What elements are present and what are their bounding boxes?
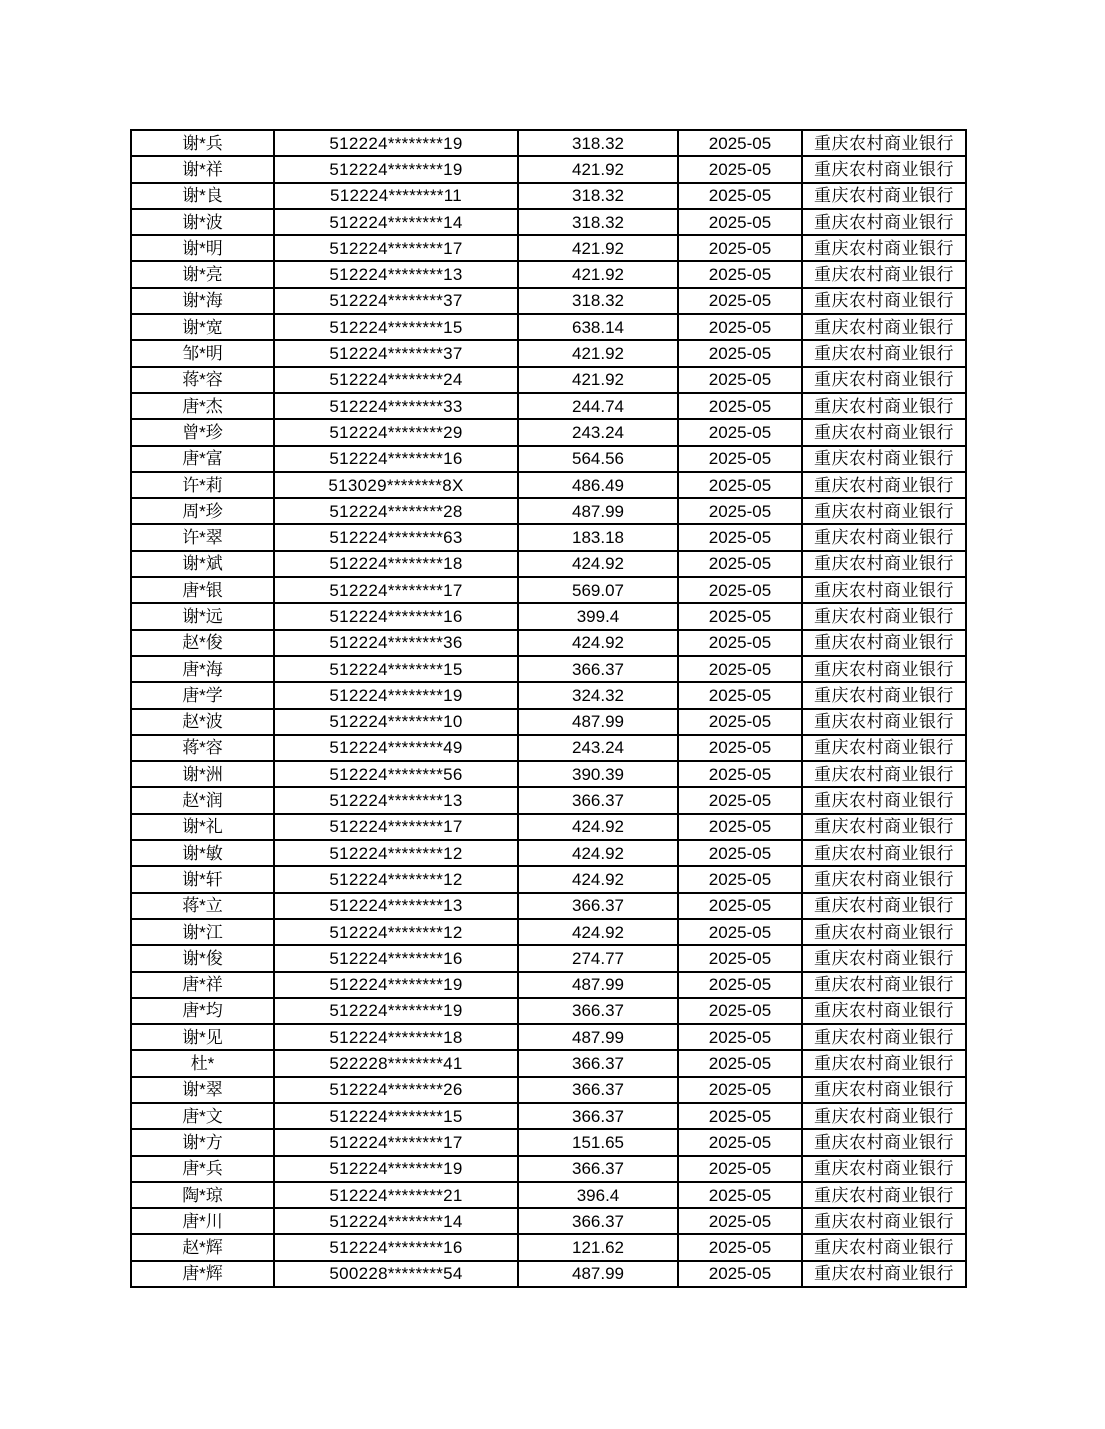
table-row bbox=[131, 866, 966, 892]
cell-bank: 重庆农村商业银行 bbox=[802, 130, 966, 156]
cell-month: 2025-05 bbox=[678, 761, 802, 787]
table-row bbox=[131, 551, 966, 577]
cell-name: 谢*俊 bbox=[131, 945, 274, 971]
cell-name: 唐*学 bbox=[131, 682, 274, 708]
cell-name: 杜* bbox=[131, 1050, 274, 1076]
cell-name: 唐*辉 bbox=[131, 1261, 274, 1287]
cell-month: 2025-05 bbox=[678, 498, 802, 524]
table-row bbox=[131, 1050, 966, 1076]
cell-bank: 重庆农村商业银行 bbox=[802, 893, 966, 919]
cell-month: 2025-05 bbox=[678, 1103, 802, 1129]
cell-bank: 重庆农村商业银行 bbox=[802, 630, 966, 656]
cell-id-number: 512224********19 bbox=[274, 682, 518, 708]
cell-id-number: 512224********12 bbox=[274, 840, 518, 866]
cell-name: 谢*敏 bbox=[131, 840, 274, 866]
cell-id-number: 522228********41 bbox=[274, 1050, 518, 1076]
cell-amount: 399.4 bbox=[518, 603, 678, 629]
cell-id-number: 512224********17 bbox=[274, 1129, 518, 1155]
cell-amount: 564.56 bbox=[518, 446, 678, 472]
payment-table bbox=[130, 129, 967, 1288]
cell-bank: 重庆农村商业银行 bbox=[802, 972, 966, 998]
cell-month: 2025-05 bbox=[678, 1208, 802, 1234]
cell-amount: 366.37 bbox=[518, 656, 678, 682]
cell-bank: 重庆农村商业银行 bbox=[802, 367, 966, 393]
cell-bank: 重庆农村商业银行 bbox=[802, 340, 966, 366]
cell-bank: 重庆农村商业银行 bbox=[802, 393, 966, 419]
table-row bbox=[131, 1156, 966, 1182]
cell-id-number: 512224********36 bbox=[274, 630, 518, 656]
cell-bank: 重庆农村商业银行 bbox=[802, 735, 966, 761]
cell-id-number: 512224********19 bbox=[274, 156, 518, 182]
cell-id-number: 512224********49 bbox=[274, 735, 518, 761]
cell-id-number: 512224********33 bbox=[274, 393, 518, 419]
cell-bank: 重庆农村商业银行 bbox=[802, 761, 966, 787]
cell-amount: 318.32 bbox=[518, 130, 678, 156]
cell-id-number: 512224********12 bbox=[274, 919, 518, 945]
cell-month: 2025-05 bbox=[678, 288, 802, 314]
cell-month: 2025-05 bbox=[678, 1024, 802, 1050]
cell-month: 2025-05 bbox=[678, 656, 802, 682]
cell-amount: 424.92 bbox=[518, 866, 678, 892]
table-row bbox=[131, 735, 966, 761]
cell-amount: 318.32 bbox=[518, 209, 678, 235]
cell-name: 唐*银 bbox=[131, 577, 274, 603]
cell-month: 2025-05 bbox=[678, 524, 802, 550]
cell-month: 2025-05 bbox=[678, 814, 802, 840]
cell-id-number: 512224********16 bbox=[274, 1234, 518, 1260]
cell-name: 谢*宽 bbox=[131, 314, 274, 340]
cell-bank: 重庆农村商业银行 bbox=[802, 209, 966, 235]
table-row bbox=[131, 183, 966, 209]
cell-amount: 366.37 bbox=[518, 998, 678, 1024]
cell-amount: 366.37 bbox=[518, 1103, 678, 1129]
cell-id-number: 512224********18 bbox=[274, 1024, 518, 1050]
cell-id-number: 512224********37 bbox=[274, 340, 518, 366]
cell-name: 谢*波 bbox=[131, 209, 274, 235]
table-row bbox=[131, 472, 966, 498]
cell-month: 2025-05 bbox=[678, 446, 802, 472]
cell-name: 谢*良 bbox=[131, 183, 274, 209]
cell-amount: 569.07 bbox=[518, 577, 678, 603]
table-row bbox=[131, 393, 966, 419]
table-row bbox=[131, 709, 966, 735]
cell-bank: 重庆农村商业银行 bbox=[802, 261, 966, 287]
cell-month: 2025-05 bbox=[678, 893, 802, 919]
cell-id-number: 512224********18 bbox=[274, 551, 518, 577]
cell-bank: 重庆农村商业银行 bbox=[802, 524, 966, 550]
cell-amount: 183.18 bbox=[518, 524, 678, 550]
cell-bank: 重庆农村商业银行 bbox=[802, 1129, 966, 1155]
cell-name: 谢*祥 bbox=[131, 156, 274, 182]
cell-month: 2025-05 bbox=[678, 709, 802, 735]
cell-id-number: 512224********10 bbox=[274, 709, 518, 735]
table-row bbox=[131, 1129, 966, 1155]
cell-id-number: 512224********16 bbox=[274, 945, 518, 971]
cell-month: 2025-05 bbox=[678, 1129, 802, 1155]
table-row bbox=[131, 945, 966, 971]
cell-amount: 366.37 bbox=[518, 1050, 678, 1076]
table-row bbox=[131, 130, 966, 156]
cell-id-number: 512224********17 bbox=[274, 814, 518, 840]
cell-name: 蒋*容 bbox=[131, 735, 274, 761]
cell-bank: 重庆农村商业银行 bbox=[802, 314, 966, 340]
cell-amount: 366.37 bbox=[518, 893, 678, 919]
table-row bbox=[131, 498, 966, 524]
table-row bbox=[131, 261, 966, 287]
cell-month: 2025-05 bbox=[678, 866, 802, 892]
cell-bank: 重庆农村商业银行 bbox=[802, 1103, 966, 1129]
cell-amount: 487.99 bbox=[518, 972, 678, 998]
table-row bbox=[131, 840, 966, 866]
cell-name: 谢*海 bbox=[131, 288, 274, 314]
table-row bbox=[131, 209, 966, 235]
table-row bbox=[131, 603, 966, 629]
table-row bbox=[131, 314, 966, 340]
cell-amount: 151.65 bbox=[518, 1129, 678, 1155]
cell-amount: 421.92 bbox=[518, 340, 678, 366]
cell-bank: 重庆农村商业银行 bbox=[802, 577, 966, 603]
cell-id-number: 512224********24 bbox=[274, 367, 518, 393]
cell-name: 谢*方 bbox=[131, 1129, 274, 1155]
cell-bank: 重庆农村商业银行 bbox=[802, 446, 966, 472]
cell-amount: 424.92 bbox=[518, 814, 678, 840]
cell-month: 2025-05 bbox=[678, 945, 802, 971]
cell-bank: 重庆农村商业银行 bbox=[802, 1234, 966, 1260]
cell-bank: 重庆农村商业银行 bbox=[802, 288, 966, 314]
cell-month: 2025-05 bbox=[678, 998, 802, 1024]
cell-name: 陶*琼 bbox=[131, 1182, 274, 1208]
cell-amount: 366.37 bbox=[518, 1208, 678, 1234]
cell-amount: 390.39 bbox=[518, 761, 678, 787]
cell-name: 唐*杰 bbox=[131, 393, 274, 419]
cell-name: 蒋*立 bbox=[131, 893, 274, 919]
cell-id-number: 512224********29 bbox=[274, 419, 518, 445]
cell-id-number: 512224********15 bbox=[274, 656, 518, 682]
cell-month: 2025-05 bbox=[678, 630, 802, 656]
table-row bbox=[131, 340, 966, 366]
table-row bbox=[131, 446, 966, 472]
cell-amount: 243.24 bbox=[518, 735, 678, 761]
cell-id-number: 500228********54 bbox=[274, 1261, 518, 1287]
cell-name: 曾*珍 bbox=[131, 419, 274, 445]
table-row bbox=[131, 656, 966, 682]
cell-month: 2025-05 bbox=[678, 209, 802, 235]
cell-amount: 486.49 bbox=[518, 472, 678, 498]
cell-id-number: 512224********37 bbox=[274, 288, 518, 314]
cell-name: 蒋*容 bbox=[131, 367, 274, 393]
cell-id-number: 512224********26 bbox=[274, 1077, 518, 1103]
cell-id-number: 512224********19 bbox=[274, 998, 518, 1024]
cell-bank: 重庆农村商业银行 bbox=[802, 1077, 966, 1103]
table-row bbox=[131, 367, 966, 393]
cell-name: 谢*江 bbox=[131, 919, 274, 945]
table-row bbox=[131, 998, 966, 1024]
cell-name: 谢*礼 bbox=[131, 814, 274, 840]
cell-month: 2025-05 bbox=[678, 1182, 802, 1208]
cell-amount: 487.99 bbox=[518, 1261, 678, 1287]
cell-id-number: 512224********14 bbox=[274, 1208, 518, 1234]
cell-amount: 421.92 bbox=[518, 367, 678, 393]
cell-amount: 318.32 bbox=[518, 288, 678, 314]
cell-id-number: 512224********17 bbox=[274, 235, 518, 261]
cell-id-number: 512224********19 bbox=[274, 130, 518, 156]
cell-id-number: 513029********8X bbox=[274, 472, 518, 498]
cell-month: 2025-05 bbox=[678, 261, 802, 287]
cell-name: 唐*文 bbox=[131, 1103, 274, 1129]
cell-name: 许*莉 bbox=[131, 472, 274, 498]
cell-amount: 424.92 bbox=[518, 840, 678, 866]
cell-name: 周*珍 bbox=[131, 498, 274, 524]
cell-month: 2025-05 bbox=[678, 787, 802, 813]
cell-id-number: 512224********21 bbox=[274, 1182, 518, 1208]
cell-bank: 重庆农村商业银行 bbox=[802, 156, 966, 182]
table-row bbox=[131, 1103, 966, 1129]
cell-month: 2025-05 bbox=[678, 1156, 802, 1182]
table-row bbox=[131, 682, 966, 708]
cell-amount: 366.37 bbox=[518, 1077, 678, 1103]
cell-id-number: 512224********19 bbox=[274, 972, 518, 998]
cell-id-number: 512224********17 bbox=[274, 577, 518, 603]
cell-amount: 243.24 bbox=[518, 419, 678, 445]
cell-name: 赵*辉 bbox=[131, 1234, 274, 1260]
cell-name: 唐*祥 bbox=[131, 972, 274, 998]
cell-amount: 274.77 bbox=[518, 945, 678, 971]
cell-amount: 424.92 bbox=[518, 919, 678, 945]
cell-id-number: 512224********63 bbox=[274, 524, 518, 550]
cell-amount: 318.32 bbox=[518, 183, 678, 209]
cell-bank: 重庆农村商业银行 bbox=[802, 840, 966, 866]
cell-name: 谢*洲 bbox=[131, 761, 274, 787]
cell-amount: 424.92 bbox=[518, 630, 678, 656]
cell-id-number: 512224********15 bbox=[274, 314, 518, 340]
cell-amount: 244.74 bbox=[518, 393, 678, 419]
table-row bbox=[131, 1182, 966, 1208]
cell-month: 2025-05 bbox=[678, 735, 802, 761]
cell-name: 谢*翠 bbox=[131, 1077, 274, 1103]
cell-amount: 487.99 bbox=[518, 498, 678, 524]
cell-month: 2025-05 bbox=[678, 130, 802, 156]
table-row bbox=[131, 893, 966, 919]
cell-bank: 重庆农村商业银行 bbox=[802, 682, 966, 708]
cell-name: 唐*兵 bbox=[131, 1156, 274, 1182]
cell-id-number: 512224********11 bbox=[274, 183, 518, 209]
cell-amount: 638.14 bbox=[518, 314, 678, 340]
cell-id-number: 512224********16 bbox=[274, 603, 518, 629]
cell-bank: 重庆农村商业银行 bbox=[802, 998, 966, 1024]
cell-amount: 324.32 bbox=[518, 682, 678, 708]
cell-month: 2025-05 bbox=[678, 682, 802, 708]
cell-bank: 重庆农村商业银行 bbox=[802, 945, 966, 971]
cell-month: 2025-05 bbox=[678, 1077, 802, 1103]
cell-name: 唐*海 bbox=[131, 656, 274, 682]
cell-month: 2025-05 bbox=[678, 183, 802, 209]
cell-bank: 重庆农村商业银行 bbox=[802, 866, 966, 892]
cell-month: 2025-05 bbox=[678, 472, 802, 498]
cell-id-number: 512224********13 bbox=[274, 893, 518, 919]
cell-name: 谢*远 bbox=[131, 603, 274, 629]
cell-month: 2025-05 bbox=[678, 235, 802, 261]
cell-month: 2025-05 bbox=[678, 577, 802, 603]
cell-bank: 重庆农村商业银行 bbox=[802, 498, 966, 524]
cell-month: 2025-05 bbox=[678, 314, 802, 340]
cell-bank: 重庆农村商业银行 bbox=[802, 1050, 966, 1076]
table-row bbox=[131, 419, 966, 445]
table-row bbox=[131, 1261, 966, 1287]
cell-amount: 421.92 bbox=[518, 235, 678, 261]
cell-amount: 366.37 bbox=[518, 787, 678, 813]
cell-name: 唐*富 bbox=[131, 446, 274, 472]
cell-id-number: 512224********19 bbox=[274, 1156, 518, 1182]
cell-id-number: 512224********28 bbox=[274, 498, 518, 524]
payment-table-body bbox=[131, 130, 966, 1287]
table-row bbox=[131, 524, 966, 550]
cell-month: 2025-05 bbox=[678, 840, 802, 866]
cell-amount: 487.99 bbox=[518, 1024, 678, 1050]
cell-name: 谢*见 bbox=[131, 1024, 274, 1050]
cell-month: 2025-05 bbox=[678, 919, 802, 945]
cell-month: 2025-05 bbox=[678, 393, 802, 419]
cell-amount: 396.4 bbox=[518, 1182, 678, 1208]
cell-id-number: 512224********15 bbox=[274, 1103, 518, 1129]
cell-name: 唐*均 bbox=[131, 998, 274, 1024]
cell-name: 赵*俊 bbox=[131, 630, 274, 656]
cell-month: 2025-05 bbox=[678, 367, 802, 393]
cell-month: 2025-05 bbox=[678, 972, 802, 998]
cell-bank: 重庆农村商业银行 bbox=[802, 919, 966, 945]
cell-month: 2025-05 bbox=[678, 1261, 802, 1287]
table-row bbox=[131, 1077, 966, 1103]
cell-bank: 重庆农村商业银行 bbox=[802, 787, 966, 813]
table-row bbox=[131, 156, 966, 182]
cell-amount: 424.92 bbox=[518, 551, 678, 577]
table-row bbox=[131, 235, 966, 261]
table-row bbox=[131, 577, 966, 603]
cell-month: 2025-05 bbox=[678, 156, 802, 182]
cell-bank: 重庆农村商业银行 bbox=[802, 1261, 966, 1287]
cell-name: 赵*润 bbox=[131, 787, 274, 813]
table-row bbox=[131, 1234, 966, 1260]
cell-bank: 重庆农村商业银行 bbox=[802, 1156, 966, 1182]
cell-name: 赵*波 bbox=[131, 709, 274, 735]
cell-name: 唐*川 bbox=[131, 1208, 274, 1234]
cell-bank: 重庆农村商业银行 bbox=[802, 1024, 966, 1050]
cell-bank: 重庆农村商业银行 bbox=[802, 551, 966, 577]
cell-name: 谢*轩 bbox=[131, 866, 274, 892]
cell-name: 邹*明 bbox=[131, 340, 274, 366]
cell-month: 2025-05 bbox=[678, 1050, 802, 1076]
cell-amount: 421.92 bbox=[518, 156, 678, 182]
cell-bank: 重庆农村商业银行 bbox=[802, 656, 966, 682]
table-row bbox=[131, 814, 966, 840]
cell-amount: 366.37 bbox=[518, 1156, 678, 1182]
cell-bank: 重庆农村商业银行 bbox=[802, 1208, 966, 1234]
cell-month: 2025-05 bbox=[678, 340, 802, 366]
cell-amount: 421.92 bbox=[518, 261, 678, 287]
cell-amount: 487.99 bbox=[518, 709, 678, 735]
cell-id-number: 512224********13 bbox=[274, 261, 518, 287]
table-row bbox=[131, 288, 966, 314]
cell-name: 谢*斌 bbox=[131, 551, 274, 577]
cell-bank: 重庆农村商业银行 bbox=[802, 1182, 966, 1208]
cell-name: 谢*兵 bbox=[131, 130, 274, 156]
cell-month: 2025-05 bbox=[678, 603, 802, 629]
table-row bbox=[131, 919, 966, 945]
table-row bbox=[131, 1208, 966, 1234]
cell-id-number: 512224********56 bbox=[274, 761, 518, 787]
cell-id-number: 512224********13 bbox=[274, 787, 518, 813]
cell-month: 2025-05 bbox=[678, 1234, 802, 1260]
table-row bbox=[131, 787, 966, 813]
table-row bbox=[131, 630, 966, 656]
table-row bbox=[131, 972, 966, 998]
cell-month: 2025-05 bbox=[678, 419, 802, 445]
cell-id-number: 512224********12 bbox=[274, 866, 518, 892]
cell-name: 许*翠 bbox=[131, 524, 274, 550]
cell-bank: 重庆农村商业银行 bbox=[802, 472, 966, 498]
table-row bbox=[131, 1024, 966, 1050]
cell-bank: 重庆农村商业银行 bbox=[802, 603, 966, 629]
cell-id-number: 512224********14 bbox=[274, 209, 518, 235]
table-row bbox=[131, 761, 966, 787]
cell-name: 谢*明 bbox=[131, 235, 274, 261]
cell-amount: 121.62 bbox=[518, 1234, 678, 1260]
cell-bank: 重庆农村商业银行 bbox=[802, 183, 966, 209]
cell-bank: 重庆农村商业银行 bbox=[802, 419, 966, 445]
cell-month: 2025-05 bbox=[678, 551, 802, 577]
cell-bank: 重庆农村商业银行 bbox=[802, 814, 966, 840]
cell-name: 谢*亮 bbox=[131, 261, 274, 287]
cell-id-number: 512224********16 bbox=[274, 446, 518, 472]
cell-bank: 重庆农村商业银行 bbox=[802, 709, 966, 735]
cell-bank: 重庆农村商业银行 bbox=[802, 235, 966, 261]
